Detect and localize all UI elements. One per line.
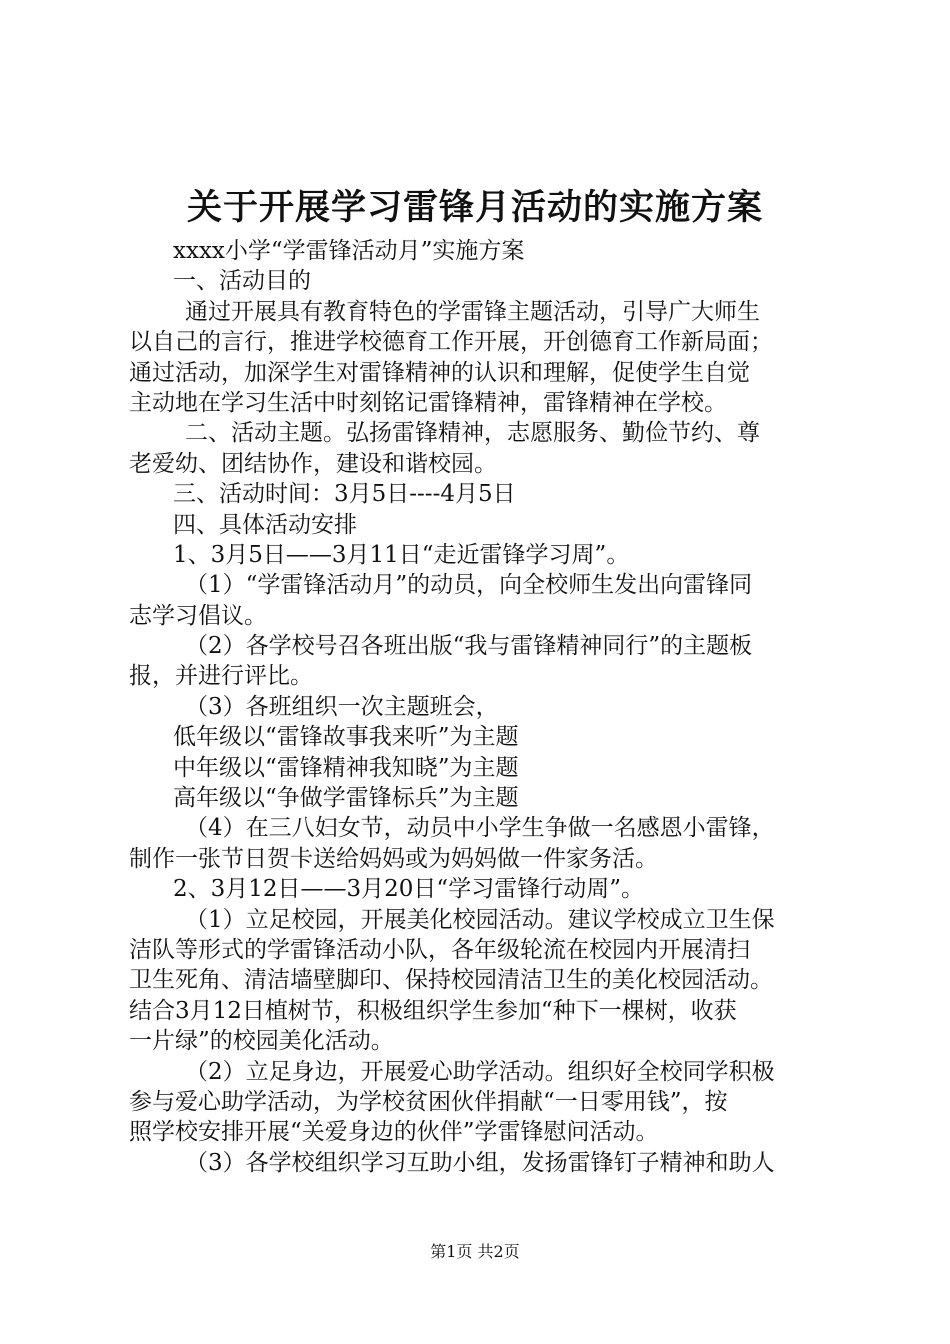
- paragraph-line: （1）立足校园，开展美化校园活动。建议学校成立卫生保: [185, 906, 775, 933]
- paragraph-line: 参与爱心助学活动，为学校贫困伙伴捐献“一日零用钱”，按: [129, 1088, 728, 1115]
- paragraph-line: 四、具体活动安排: [173, 511, 357, 538]
- paragraph-line: 中年级以“雷锋精神我知晓”为主题: [173, 754, 519, 781]
- paragraph-line: （1）“学雷锋活动月”的动员，向全校师生发出向雷锋同: [185, 572, 753, 599]
- paragraph-line: （4）在三八妇女节，动员中小学生争做一名感恩小雷锋，: [185, 815, 775, 842]
- paragraph-line: 高年级以“争做学雷锋标兵”为主题: [173, 785, 519, 812]
- paragraph-line: 结合3月12日植树节，积极组织学生参加“种下一棵树，收获: [129, 997, 737, 1024]
- paragraph-line: 一、活动目的: [173, 268, 311, 295]
- paragraph-line: 老爱幼、团结协作，建设和谐校园。: [129, 450, 497, 477]
- paragraph-line: （3）各班组织一次主题班会，: [185, 693, 499, 720]
- paragraph-line: 卫生死角、清洁墙壁脚印、保持校园清洁卫生的美化校园活动。: [129, 967, 773, 994]
- paragraph-line: 一片绿”的校园美化活动。: [129, 1028, 394, 1055]
- paragraph-line: 志学习倡议。: [129, 602, 267, 629]
- paragraph-line: xxxx小学“学雷锋活动月”实施方案: [173, 238, 525, 264]
- paragraph-line: 二、活动主题。弘扬雷锋精神，志愿服务、勤俭节约、尊: [185, 420, 760, 447]
- paragraph-line: 照学校安排开展“关爱身边的伙伴”学雷锋慰问活动。: [129, 1119, 659, 1146]
- paragraph-line: 洁队等形式的学雷锋活动小队，各年级轮流在校园内开展清扫: [129, 936, 750, 963]
- paragraph-line: 报，并进行评比。: [129, 663, 313, 690]
- paragraph-line: （2）各学校号召各班出版“我与雷锋精神同行”的主题板: [185, 633, 753, 660]
- page-footer: 第1页 共2页: [430, 1242, 520, 1261]
- paragraph-line: 以自己的言行，推进学校德育工作开展，开创德育工作新局面；: [129, 329, 773, 356]
- paragraph-line: 主动地在学习生活中时刻铭记雷锋精神，雷锋精神在学校。: [129, 389, 727, 416]
- paragraph-line: 2、3月12日——3月20日“学习雷锋行动周”。: [173, 876, 644, 903]
- paragraph-line: 制作一张节日贺卡送给妈妈或为妈妈做一件家务活。: [129, 845, 658, 872]
- paragraph-line: 1、3月5日——3月11日“走近雷锋学习周”。: [173, 541, 630, 568]
- paragraph-line: 通过开展具有教育特色的学雷锋主题活动，引导广大师生: [185, 298, 760, 325]
- document-body: [129, 236, 833, 1178]
- paragraph-line: 低年级以“雷锋故事我来听”为主题: [173, 724, 519, 751]
- document-title: 关于开展学习雷锋月活动的实施方案: [186, 187, 763, 228]
- paragraph-line: 通过活动，加深学生对雷锋精神的认识和理解，促使学生自觉: [129, 359, 750, 386]
- paragraph-line: （2）立足身边，开展爱心助学活动。组织好全校同学积极: [185, 1058, 775, 1085]
- paragraph-line: （3）各学校组织学习互助小组，发扬雷锋钉子精神和助人: [185, 1149, 775, 1176]
- paragraph-line: 三、活动时间：3月5日----4月5日: [173, 481, 516, 508]
